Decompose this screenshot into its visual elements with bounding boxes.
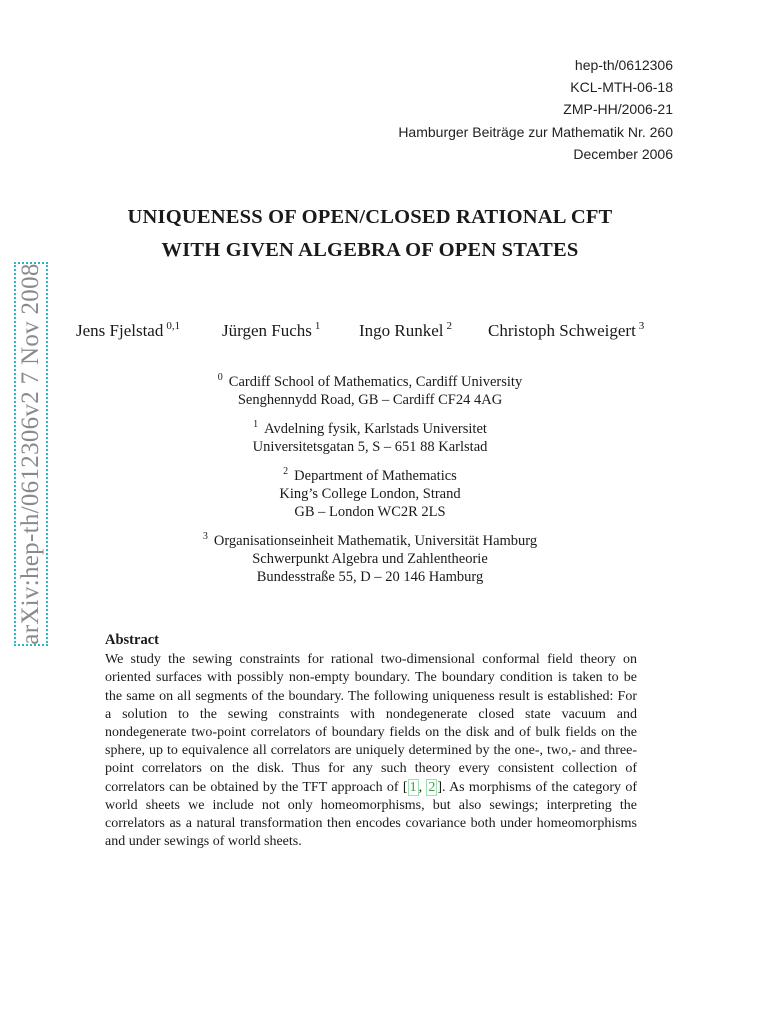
author-affiliation-mark: 0,1 bbox=[166, 320, 181, 332]
affiliation-line: Department of Mathematics bbox=[294, 468, 457, 484]
author-affiliation-mark: 1 bbox=[314, 320, 321, 332]
abstract-body bbox=[105, 651, 637, 851]
affiliation-mark: 2 bbox=[283, 466, 289, 477]
author-name: Jürgen Fuchs bbox=[222, 321, 312, 340]
author-name: Jens Fjelstad bbox=[76, 321, 164, 340]
author-affiliation-mark: 2 bbox=[446, 320, 453, 332]
abstract-text: ]. As morphisms of the category of world sheets we include not only homeomorphisms, but also sewings; interpreting the correlators as a natural transformation then encodes covariance both under homeomorphisms and under sewings of world sheets. bbox=[105, 779, 637, 850]
abstract-heading: Abstract bbox=[105, 632, 159, 648]
report-id: hep-th/0612306 bbox=[574, 57, 673, 73]
affiliation-line: GB – London WC2R 2LS bbox=[294, 504, 446, 520]
affiliation-line: King’s College London, Strand bbox=[279, 486, 461, 502]
affiliation-line: Cardiff School of Mathematics, Cardiff University bbox=[228, 374, 523, 390]
paper-title bbox=[60, 201, 680, 267]
affiliation-line: Organisationseinheit Mathematik, Universität Hamburg bbox=[213, 533, 538, 549]
author bbox=[359, 320, 452, 341]
author-name: Ingo Runkel bbox=[359, 321, 444, 340]
citation-separator: , bbox=[418, 779, 427, 795]
author bbox=[488, 320, 644, 341]
affiliation-line: Senghennydd Road, GB – Cardiff CF24 4AG bbox=[237, 392, 503, 408]
author bbox=[222, 320, 320, 341]
affiliation-mark: 1 bbox=[253, 419, 259, 430]
affiliation-mark: 0 bbox=[217, 372, 223, 383]
affiliation-line: Universitetsgatan 5, S – 651 88 Karlstad bbox=[252, 439, 488, 455]
affiliation bbox=[120, 528, 620, 586]
author-name: Christoph Schweigert bbox=[488, 321, 636, 340]
author-affiliation-mark: 3 bbox=[638, 320, 645, 332]
author bbox=[76, 320, 180, 341]
affiliation-line: Bundesstraße 55, D – 20 146 Hamburg bbox=[256, 569, 484, 585]
report-id: KCL-MTH-06-18 bbox=[570, 79, 673, 96]
arxiv-stamp-text: arXiv:hep-th/0612306v2 7 Nov 2008 bbox=[17, 263, 44, 645]
affiliation bbox=[120, 416, 620, 456]
title-line: WITH GIVEN ALGEBRA OF OPEN STATES bbox=[161, 239, 579, 261]
report-id: Hamburger Beiträge zur Mathematik Nr. 260 bbox=[398, 123, 673, 140]
abstract bbox=[105, 631, 637, 851]
report-date: December 2006 bbox=[573, 145, 673, 162]
report-id: ZMP-HH/2006-21 bbox=[563, 101, 673, 118]
report-identifiers bbox=[398, 54, 673, 165]
affiliation-line: Avdelning fysik, Karlstads Universitet bbox=[264, 421, 487, 437]
affiliation-line: Schwerpunkt Algebra und Zahlentheorie bbox=[252, 551, 488, 567]
affiliation bbox=[120, 369, 620, 409]
affiliation bbox=[120, 463, 620, 521]
abstract-text: We study the sewing constraints for rational two-dimensional conformal field theory on oriented surfaces with possibly non-empty boundary. The boundary condition is taken to be the same on all segments of the boundary. The following uniqueness result is established: For a solution to the sewing constraints with nondegenerate closed state vacuum and nondegenerate two-point correlators of boundary fields on the disk and of bulk fields on the sphere, up to equivalence all correlators are uniquely determined by the one-, two,- and three-point correlators on the disk. Thus for any such theory every consistent collection of correlators can be obtained by the TFT approach of [ bbox=[105, 652, 637, 795]
affiliation-mark: 3 bbox=[202, 531, 208, 542]
citation-link[interactable]: 1 bbox=[409, 779, 417, 795]
title-line: UNIQUENESS OF OPEN/CLOSED RATIONAL CFT bbox=[127, 206, 613, 228]
citation-link[interactable]: 2 bbox=[428, 779, 436, 795]
arxiv-stamp bbox=[14, 262, 48, 646]
